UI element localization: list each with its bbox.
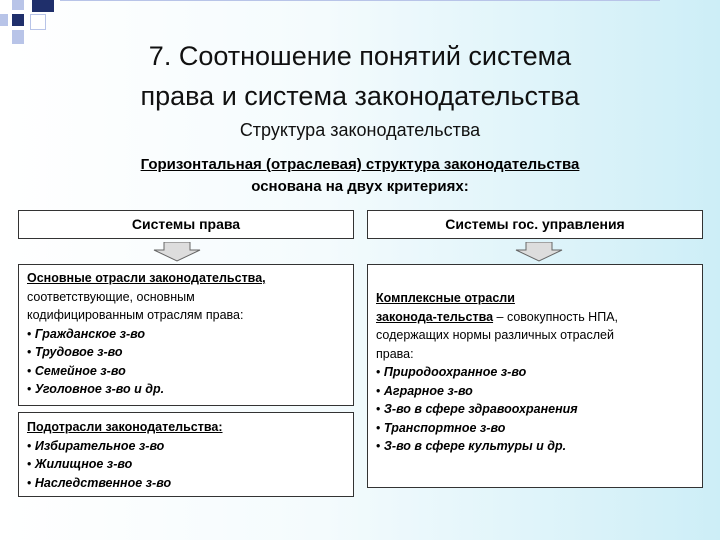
list-item: • Семейное з-во	[27, 363, 126, 378]
left-header-box	[18, 210, 354, 239]
complex-branches-text-3: права:	[376, 346, 414, 361]
left-header-label: Системы права	[131, 216, 241, 232]
left-down-arrow-icon	[150, 242, 204, 262]
title-line-1: 7. Соотношение понятий система	[148, 41, 572, 71]
deco-square	[12, 0, 24, 10]
list-item: • З-во в сфере культуры и др.	[376, 439, 567, 453]
right-main-box	[367, 264, 703, 488]
main-branches-text-2: кодифицированным отраслям права:	[27, 308, 244, 322]
main-branches-text-1: соответствующие, основным	[27, 289, 195, 304]
deco-square	[60, 0, 660, 1]
list-item: • Избирательное з-во	[27, 438, 165, 453]
right-header-label: Системы гос. управления	[445, 216, 625, 232]
deco-square	[12, 14, 24, 26]
list-item: • Трудовое з-во	[27, 345, 123, 359]
list-item: • Наследственное з-во	[27, 475, 172, 490]
list-item: • З-во в сфере здравоохранения	[376, 402, 578, 416]
right-down-arrow-icon	[512, 242, 566, 262]
list-item: • Жилищное з-во	[27, 457, 133, 471]
right-header-box	[367, 210, 703, 239]
list-item: • Аграрное з-во	[376, 383, 473, 398]
criteria-line-2: основана на двух критериях:	[251, 178, 469, 195]
main-branches-heading: Основные отрасли законодательства,	[27, 271, 266, 285]
criteria-line-1: Горизонтальная (отраслевая) структура законодательства	[140, 156, 580, 173]
title-line-2: права и система законодательства	[140, 81, 580, 111]
list-item: • Транспортное з-во	[376, 420, 506, 435]
left-sub-box	[18, 412, 354, 497]
complex-branches-text-2: содержащих нормы различных отраслей	[376, 328, 614, 342]
deco-square	[0, 14, 8, 26]
slide-subtitle: Структура законодательства	[239, 120, 481, 140]
complex-branches-line: законода-тельства – совокупность НПА,	[376, 309, 619, 324]
criteria-text	[0, 154, 720, 198]
deco-square	[30, 14, 46, 30]
list-item: • Уголовное з-во и др.	[27, 382, 165, 396]
deco-square	[32, 0, 54, 12]
left-main-box	[18, 264, 354, 406]
deco-square	[12, 30, 24, 44]
sub-branches-heading: Подотрасли законодательства:	[27, 420, 223, 434]
complex-branches-heading-1: Комплексные отрасли	[376, 291, 515, 305]
slide-title	[60, 36, 660, 116]
list-item: • Природоохранное з-во	[376, 365, 527, 379]
list-item: • Гражданское з-во	[27, 326, 146, 341]
